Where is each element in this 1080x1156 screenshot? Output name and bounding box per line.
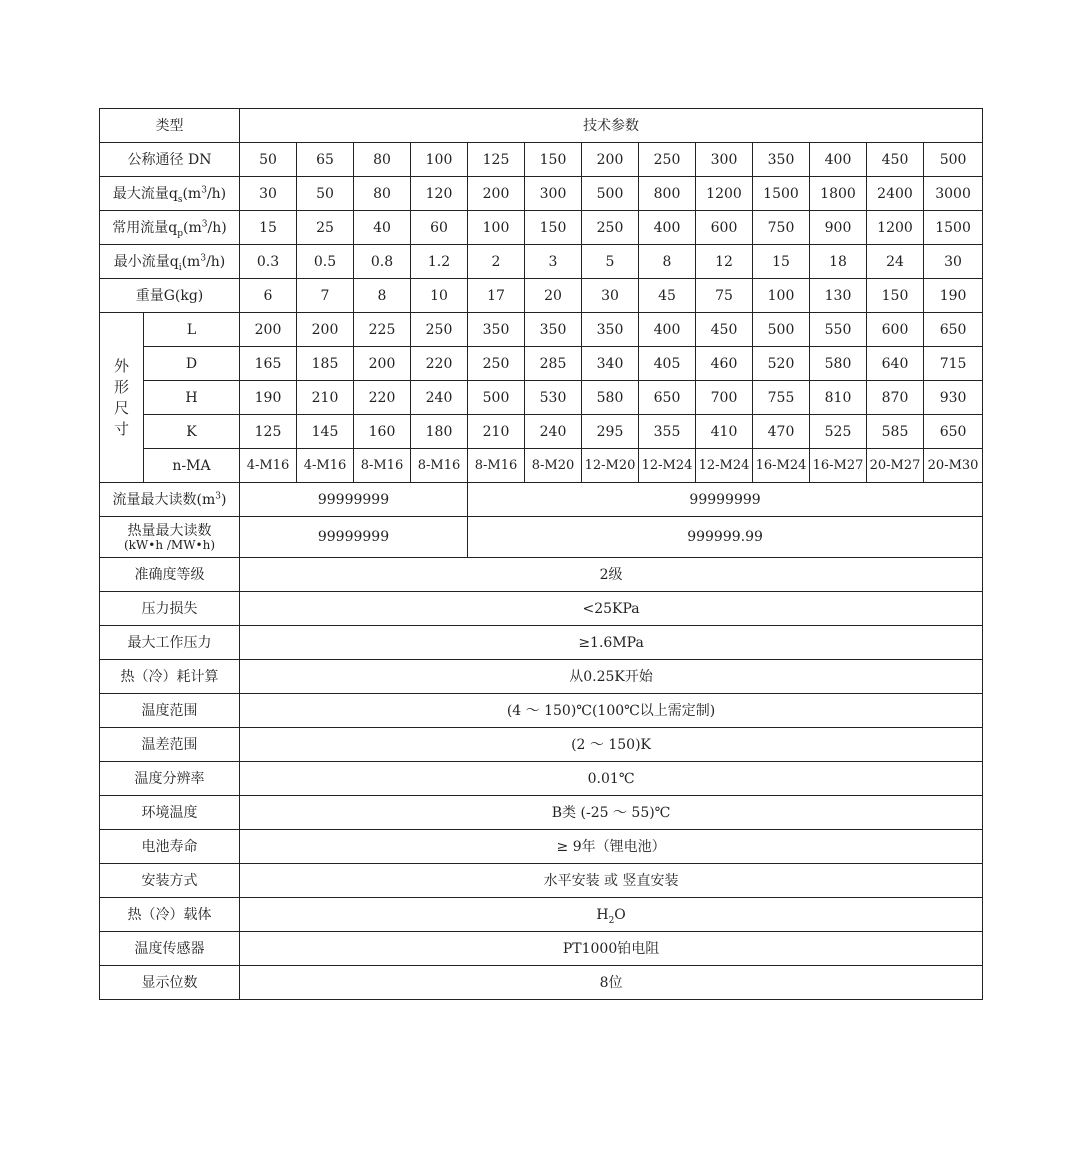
cell: 0.3 [240, 245, 297, 279]
cell: 250 [582, 211, 639, 245]
cell: 50 [297, 177, 354, 211]
cell: 6 [240, 279, 297, 313]
cell: 125 [240, 415, 297, 449]
cell: 585 [867, 415, 924, 449]
cell: 150 [525, 143, 582, 177]
row-label: 显示位数 [100, 966, 240, 1000]
cell: 0.8 [354, 245, 411, 279]
cell: 10 [411, 279, 468, 313]
row-label: 压力损失 [100, 592, 240, 626]
cell: 755 [753, 381, 810, 415]
header-row [100, 109, 983, 143]
cell: 225 [354, 313, 411, 347]
cell: 12-M24 [696, 449, 753, 483]
cell: 210 [468, 415, 525, 449]
cell: 285 [525, 347, 582, 381]
cell: 5 [582, 245, 639, 279]
cell: (4 ～ 150)℃(100℃以上需定制) [240, 694, 983, 728]
cell: 180 [411, 415, 468, 449]
cell: 从0.25K开始 [240, 660, 983, 694]
cell: 75 [696, 279, 753, 313]
cell: 220 [411, 347, 468, 381]
cell: 18 [810, 245, 867, 279]
cell: 4-M16 [297, 449, 354, 483]
cell: <25KPa [240, 592, 983, 626]
cell: 500 [468, 381, 525, 415]
cell: 165 [240, 347, 297, 381]
row-label: 温度传感器 [100, 932, 240, 966]
dimension-row-d [100, 347, 983, 381]
row-label: 热（冷）载体 [100, 898, 240, 932]
cell: 400 [639, 211, 696, 245]
cell: 999999.99 [468, 517, 983, 558]
cell: 16-M27 [810, 449, 867, 483]
cell: 300 [525, 177, 582, 211]
cell: ≥1.6MPa [240, 626, 983, 660]
row-label: D [144, 347, 240, 381]
cell: 8-M20 [525, 449, 582, 483]
specification-table [99, 108, 983, 1000]
cell: 355 [639, 415, 696, 449]
params-header: 技术参数 [240, 109, 983, 143]
cell: 12 [696, 245, 753, 279]
cell: 295 [582, 415, 639, 449]
cell: 200 [297, 313, 354, 347]
cell: 750 [753, 211, 810, 245]
row-label: 常用流量$q_p(m^3/h)$ [100, 211, 240, 245]
cell: 650 [639, 381, 696, 415]
cell: 80 [354, 177, 411, 211]
spec-row [100, 728, 983, 762]
cell: 450 [696, 313, 753, 347]
cell: 240 [525, 415, 582, 449]
cell: 200 [468, 177, 525, 211]
cell: 1200 [696, 177, 753, 211]
cell: B类 (-25 ～ 55)℃ [240, 796, 983, 830]
cell: 60 [411, 211, 468, 245]
cell: 8-M16 [468, 449, 525, 483]
cell: 3000 [924, 177, 983, 211]
cell: 930 [924, 381, 983, 415]
heat-max-reading-row [100, 517, 983, 558]
row-label: 准确度等级 [100, 558, 240, 592]
cell: 30 [240, 177, 297, 211]
cell: 100 [468, 211, 525, 245]
cell: 200 [354, 347, 411, 381]
cell: 8 [354, 279, 411, 313]
cell: 500 [924, 143, 983, 177]
cell: 20-M27 [867, 449, 924, 483]
cell: 8-M16 [411, 449, 468, 483]
cell: 150 [525, 211, 582, 245]
cell: 100 [411, 143, 468, 177]
cell: 100 [753, 279, 810, 313]
cell: 40 [354, 211, 411, 245]
cell: 190 [924, 279, 983, 313]
cell: 200 [582, 143, 639, 177]
cell: 25 [297, 211, 354, 245]
cell: 525 [810, 415, 867, 449]
cell: 8位 [240, 966, 983, 1000]
cell: 400 [810, 143, 867, 177]
cell: 650 [924, 415, 983, 449]
cell: 405 [639, 347, 696, 381]
cell: 350 [582, 313, 639, 347]
cell: 15 [753, 245, 810, 279]
cell: 120 [411, 177, 468, 211]
cell: 470 [753, 415, 810, 449]
row-label: 最小流量$q_i(m^3/h)$ [100, 245, 240, 279]
row-label: 电池寿命 [100, 830, 240, 864]
cell: 530 [525, 381, 582, 415]
cell: 4-M16 [240, 449, 297, 483]
spec-row [100, 864, 983, 898]
cell: 12-M24 [639, 449, 696, 483]
spec-row [100, 660, 983, 694]
spec-row [100, 966, 983, 1000]
nominal-diameter-row [100, 143, 983, 177]
flow-max-reading-row [100, 483, 983, 517]
cell: 20-M30 [924, 449, 983, 483]
cell: 350 [468, 313, 525, 347]
row-label: 热（冷）耗计算 [100, 660, 240, 694]
cell: 30 [924, 245, 983, 279]
cell: 700 [696, 381, 753, 415]
row-label: 最大流量$q_s(m^3/h)$ [100, 177, 240, 211]
cell: 250 [468, 347, 525, 381]
cell: 715 [924, 347, 983, 381]
cell: 410 [696, 415, 753, 449]
cell: 300 [696, 143, 753, 177]
cell: 220 [354, 381, 411, 415]
row-label: K [144, 415, 240, 449]
dimensions-group-label: 外 形 尺 寸 [100, 313, 144, 483]
min-flow-row [100, 245, 983, 279]
cell: 8 [639, 245, 696, 279]
cell: 20 [525, 279, 582, 313]
cell: 810 [810, 381, 867, 415]
cell: 160 [354, 415, 411, 449]
row-label: 最大工作压力 [100, 626, 240, 660]
cell: 1800 [810, 177, 867, 211]
row-label: n-MA [144, 449, 240, 483]
cell: 650 [924, 313, 983, 347]
cell: 17 [468, 279, 525, 313]
cell: 7 [297, 279, 354, 313]
cell: 3 [525, 245, 582, 279]
cell: 2 [468, 245, 525, 279]
cell: 210 [297, 381, 354, 415]
cell: ≥ 9年（锂电池） [240, 830, 983, 864]
row-label: 重量G(kg) [100, 279, 240, 313]
cell: 350 [525, 313, 582, 347]
cell: 1500 [753, 177, 810, 211]
spec-row [100, 932, 983, 966]
row-label: 流量最大读数$(m^3)$ [100, 483, 240, 517]
cell: 500 [582, 177, 639, 211]
spec-row [100, 762, 983, 796]
cell: 30 [582, 279, 639, 313]
cell: 250 [639, 143, 696, 177]
cell: 水平安装 或 竖直安装 [240, 864, 983, 898]
cell: 580 [582, 381, 639, 415]
cell: 2400 [867, 177, 924, 211]
cell: 99999999 [240, 483, 468, 517]
cell: 50 [240, 143, 297, 177]
spec-row [100, 694, 983, 728]
cell: 16-M24 [753, 449, 810, 483]
cell: 80 [354, 143, 411, 177]
cell: 145 [297, 415, 354, 449]
dimension-row-k [100, 415, 983, 449]
cell: 520 [753, 347, 810, 381]
carrier-row [100, 898, 983, 932]
row-label: H [144, 381, 240, 415]
cell: 0.01℃ [240, 762, 983, 796]
cell: 99999999 [240, 517, 468, 558]
cell: 130 [810, 279, 867, 313]
cell: 190 [240, 381, 297, 415]
cell: 1.2 [411, 245, 468, 279]
row-label: L [144, 313, 240, 347]
cell: 400 [639, 313, 696, 347]
cell: 1500 [924, 211, 983, 245]
row-label: 公称通径 DN [100, 143, 240, 177]
row-label: 温度分辨率 [100, 762, 240, 796]
cell: 8-M16 [354, 449, 411, 483]
cell: 350 [753, 143, 810, 177]
spec-row [100, 558, 983, 592]
spec-row [100, 592, 983, 626]
max-flow-row [100, 177, 983, 211]
cell: 150 [867, 279, 924, 313]
cell: 340 [582, 347, 639, 381]
cell: 0.5 [297, 245, 354, 279]
cell: 870 [867, 381, 924, 415]
row-label: 温度范围 [100, 694, 240, 728]
cell: 2级 [240, 558, 983, 592]
dimension-row-l [100, 313, 983, 347]
cell: 580 [810, 347, 867, 381]
cell: 600 [867, 313, 924, 347]
spec-row [100, 626, 983, 660]
cell: 1200 [867, 211, 924, 245]
cell: 99999999 [468, 483, 983, 517]
cell: $H_2O$ [240, 898, 983, 932]
cell: 200 [240, 313, 297, 347]
cell: 12-M20 [582, 449, 639, 483]
cell: 45 [639, 279, 696, 313]
type-header: 类型 [100, 109, 240, 143]
cell: 460 [696, 347, 753, 381]
spec-row [100, 830, 983, 864]
cell: 250 [411, 313, 468, 347]
cell: (2 ～ 150)K [240, 728, 983, 762]
cell: 800 [639, 177, 696, 211]
cell: 500 [753, 313, 810, 347]
cell: 640 [867, 347, 924, 381]
cell: 24 [867, 245, 924, 279]
spec-row [100, 796, 983, 830]
cell: PT1000铂电阻 [240, 932, 983, 966]
row-label: 温差范围 [100, 728, 240, 762]
dimension-row-h [100, 381, 983, 415]
row-label: 热量最大读数 (kW•h /MW•h) [100, 517, 240, 558]
cell: 15 [240, 211, 297, 245]
cell: 185 [297, 347, 354, 381]
dimension-row-nma [100, 449, 983, 483]
weight-row [100, 279, 983, 313]
cell: 450 [867, 143, 924, 177]
row-label: 环境温度 [100, 796, 240, 830]
common-flow-row [100, 211, 983, 245]
cell: 65 [297, 143, 354, 177]
cell: 240 [411, 381, 468, 415]
cell: 900 [810, 211, 867, 245]
cell: 600 [696, 211, 753, 245]
row-label: 安装方式 [100, 864, 240, 898]
cell: 125 [468, 143, 525, 177]
cell: 550 [810, 313, 867, 347]
